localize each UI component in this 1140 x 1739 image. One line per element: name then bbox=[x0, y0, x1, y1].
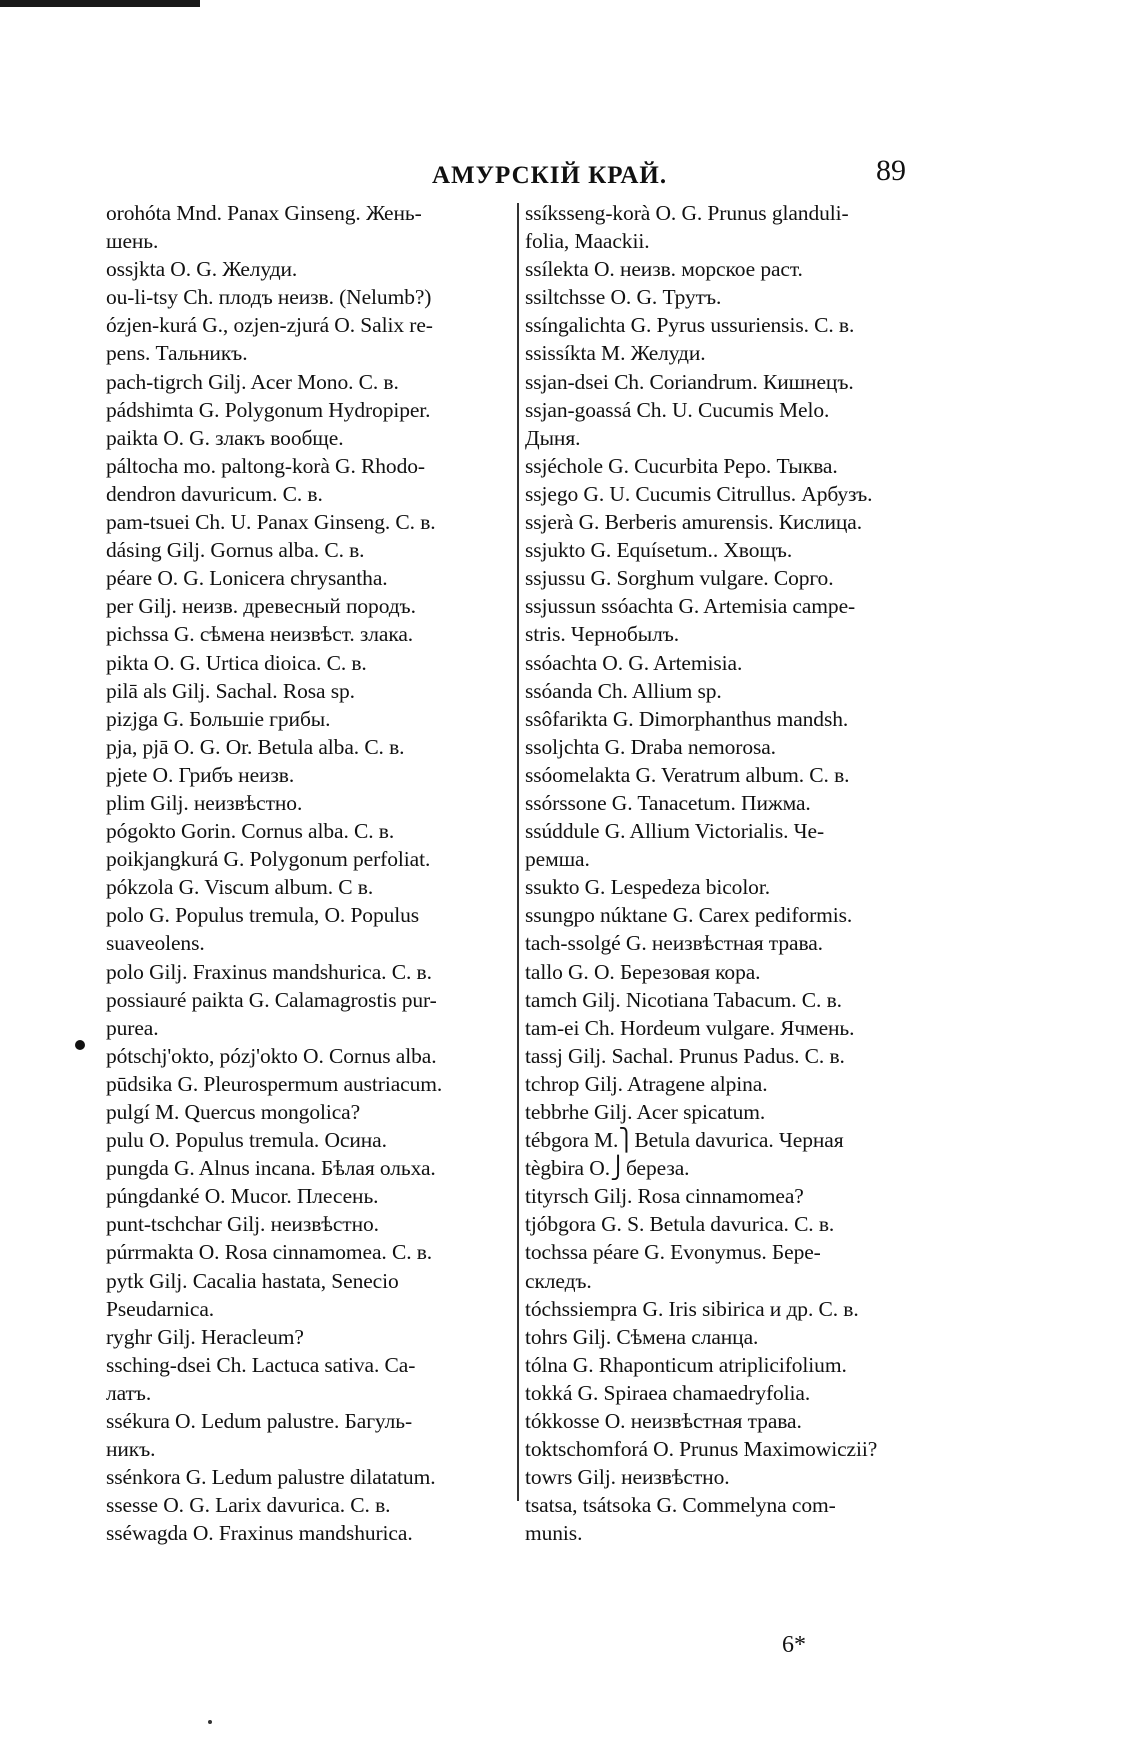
glossary-line: tam-ei Ch. Hordeum vulgare. Ячмень. bbox=[525, 1015, 855, 1040]
glossary-line: шень. bbox=[106, 229, 159, 254]
glossary-line: tchrop Gilj. Atragene alpina. bbox=[525, 1071, 768, 1096]
glossary-line: ou-li-tsy Ch. плодъ неизв. (Nelumb?) bbox=[106, 285, 432, 310]
glossary-line: pytk Gilj. Cacalia hastata, Senecio bbox=[106, 1268, 399, 1293]
glossary-line: péare O. G. Lonicera chrysantha. bbox=[106, 566, 388, 591]
glossary-line: ssjerà G. Berberis amurensis. Кислица. bbox=[525, 510, 862, 535]
glossary-line: Дыня. bbox=[525, 425, 581, 450]
glossary-line: ssóomelakta G. Veratrum album. C. в. bbox=[525, 762, 850, 787]
glossary-line: dendron davuricum. C. в. bbox=[106, 481, 323, 506]
print-speck bbox=[208, 1720, 212, 1724]
right-column bbox=[525, 199, 951, 1548]
glossary-line: per Gilj. неизв. древесный породъ. bbox=[106, 594, 416, 619]
glossary-line: pja, pjā O. G. Or. Betula alba. C. в. bbox=[106, 734, 405, 759]
glossary-line: ssúddule G. Allium Victorialis. Че- bbox=[525, 819, 825, 844]
glossary-line: tsatsa, tsátsoka G. Commelyna com- bbox=[525, 1493, 836, 1518]
glossary-line: tamch Gilj. Nicotiana Tabacum. C. в. bbox=[525, 987, 842, 1012]
glossary-line: folia, Maackii. bbox=[525, 229, 650, 254]
glossary-line: stris. Чернобылъ. bbox=[525, 622, 680, 647]
margin-dot bbox=[75, 1040, 85, 1050]
glossary-line: dásing Gilj. Gornus alba. C. в. bbox=[106, 538, 365, 563]
glossary-line: ssjussu G. Sorghum vulgare. Сорго. bbox=[525, 566, 834, 591]
glossary-line: tègbira O.⎭береза. bbox=[525, 1156, 690, 1181]
glossary-line: ssching-dsei Ch. Lactuca sativa. Са- bbox=[106, 1352, 416, 1377]
glossary-line: никъ. bbox=[106, 1437, 156, 1462]
glossary-line: ssílekta O. неизв. морское раст. bbox=[525, 257, 803, 282]
scan-edge-mark bbox=[0, 0, 200, 7]
glossary-line: ssénkora G. Ledum palustre dilatatum. bbox=[106, 1465, 436, 1490]
glossary-line: ремша. bbox=[525, 847, 590, 872]
glossary-line: tjóbgora G. S. Betula davurica. C. в. bbox=[525, 1212, 835, 1237]
page-header bbox=[0, 154, 1140, 200]
glossary-line: páltocha mo. paltong-korà G. Rhodo- bbox=[106, 453, 425, 478]
glossary-line: tassj Gilj. Sachal. Prunus Padus. C. в. bbox=[525, 1043, 845, 1068]
glossary-line: punt-tschchar Gilj. неизвѣстно. bbox=[106, 1212, 379, 1237]
glossary-line: ózjen-kurá G., ozjen-zjurá O. Salix re- bbox=[106, 313, 433, 338]
glossary-line: скледъ. bbox=[525, 1268, 592, 1293]
column-divider bbox=[517, 203, 519, 1501]
glossary-line: purea. bbox=[106, 1015, 159, 1040]
glossary-line: pilā als Gilj. Sachal. Rosa sp. bbox=[106, 678, 355, 703]
glossary-line: munis. bbox=[525, 1521, 583, 1546]
glossary-line: pótschj'okto, pózj'okto O. Cornus alba. bbox=[106, 1043, 437, 1068]
glossary-line: ssóachta O. G. Artemisia. bbox=[525, 650, 743, 675]
glossary-line: tityrsch Gilj. Rosa cinnamomea? bbox=[525, 1184, 804, 1209]
running-title: АМУРСКІЙ КРАЙ. bbox=[432, 162, 668, 189]
glossary-line: towrs Gilj. неизвѣстно. bbox=[525, 1465, 730, 1490]
glossary-line: ssjukto G. Equísetum.. Хвощъ. bbox=[525, 538, 793, 563]
glossary-line: tókkosse O. неизвѣстная трава. bbox=[525, 1409, 802, 1434]
glossary-line: tébgora M.⎫Betula davurica. Черная bbox=[525, 1128, 844, 1153]
glossary-line: pógokto Gorin. Cornus alba. C. в. bbox=[106, 819, 395, 844]
signature-mark: 6* bbox=[782, 1632, 806, 1658]
glossary-line: ssesse O. G. Larix davurica. C. в. bbox=[106, 1493, 391, 1518]
glossary-line: pens. Тальникъ. bbox=[106, 341, 248, 366]
glossary-line: ssjego G. U. Cucumis Citrullus. Арбузъ. bbox=[525, 481, 873, 506]
glossary-line: ssjussun ssóachta G. Artemisia campe- bbox=[525, 594, 856, 619]
glossary-line: possiauré paikta G. Calamagrostis pur- bbox=[106, 987, 437, 1012]
glossary-line: poikjangkurá G. Polygonum perfoliat. bbox=[106, 847, 431, 872]
glossary-line: ssjéchole G. Cucurbita Pepo. Тыква. bbox=[525, 453, 838, 478]
glossary-line: sséwagda O. Fraxinus mandshurica. bbox=[106, 1521, 413, 1546]
glossary-line: pulgí M. Quercus mongolica? bbox=[106, 1100, 361, 1124]
glossary-line: ssôfarikta G. Dimorphanthus mandsh. bbox=[525, 706, 849, 731]
glossary-line: ryghr Gilj. Heracleum? bbox=[106, 1324, 304, 1349]
glossary-line: ssíksseng-korà O. G. Prunus glanduli- bbox=[525, 201, 849, 225]
glossary-line: toktschomforá O. Prunus Maximowiczii? bbox=[525, 1437, 878, 1462]
glossary-line: ssoljchta G. Draba nemorosa. bbox=[525, 734, 776, 759]
glossary-line: tohrs Gilj. Сѣмена сланца. bbox=[525, 1324, 759, 1349]
glossary-line: ssiltchsse O. G. Трутъ. bbox=[525, 285, 722, 310]
glossary-line: ssukto G. Lespedeza bicolor. bbox=[525, 875, 770, 900]
page-number: 89 bbox=[876, 154, 906, 187]
glossary-line: tallo G. O. Березовая кора. bbox=[525, 959, 761, 984]
glossary-line: pūdsika G. Pleurospermum austriacum. bbox=[106, 1071, 443, 1096]
glossary-line: ssóanda Ch. Allium sp. bbox=[525, 678, 722, 703]
glossary-line: tebbrhe Gilj. Acer spicatum. bbox=[525, 1100, 766, 1124]
glossary-line: pichssa G. сѣмена неизвѣст. злака. bbox=[106, 622, 414, 647]
glossary-line: orohóta Mnd. Panax Ginseng. Жень- bbox=[106, 201, 422, 225]
glossary-line: paikta O. G. злакъ вообще. bbox=[106, 425, 344, 450]
glossary-line: ssórssone G. Tanacetum. Пижма. bbox=[525, 790, 811, 815]
glossary-line: polo G. Populus tremula, O. Populus bbox=[106, 903, 420, 928]
glossary-line: suaveolens. bbox=[106, 931, 205, 956]
glossary-line: Pseudarnica. bbox=[106, 1296, 215, 1321]
glossary-line: pach-tigrch Gilj. Acer Mono. C. в. bbox=[106, 369, 399, 394]
glossary-line: pam-tsuei Ch. U. Panax Ginseng. C. в. bbox=[106, 510, 436, 535]
glossary-line: polo Gilj. Fraxinus mandshurica. C. в. bbox=[106, 959, 432, 984]
glossary-line: ssékura O. Ledum palustre. Багуль- bbox=[106, 1409, 413, 1434]
glossary-line: plim Gilj. неизвѣстно. bbox=[106, 790, 303, 815]
glossary-line: ssíngalichta G. Pyrus ussuriensis. C. в. bbox=[525, 313, 855, 338]
glossary-line: pizjga G. Большіе грибы. bbox=[106, 706, 331, 731]
glossary-line: pjete O. Грибъ неизв. bbox=[106, 762, 295, 787]
left-column bbox=[106, 199, 516, 1548]
glossary-line: tach-ssolgé G. неизвѣстная трава. bbox=[525, 931, 823, 956]
glossary-line: ssjan-goassá Ch. U. Cucumis Melo. bbox=[525, 397, 830, 422]
glossary-line: tólna G. Rhaponticum atriplicifolium. bbox=[525, 1352, 847, 1377]
glossary-line: pókzola G. Viscum album. C в. bbox=[106, 875, 374, 900]
glossary-line: tóchssiempra G. Iris sibirica и др. C. в. bbox=[525, 1296, 859, 1321]
glossary-line: ssissíkta M. Желуди. bbox=[525, 341, 706, 366]
glossary-line: pikta O. G. Urtica dioica. C. в. bbox=[106, 650, 367, 675]
glossary-line: ossjkta O. G. Желуди. bbox=[106, 257, 298, 282]
glossary-line: латъ. bbox=[106, 1380, 152, 1405]
glossary-line: pungda G. Alnus incana. Бѣлая ольха. bbox=[106, 1156, 436, 1181]
glossary-line: púrrmakta O. Rosa cinnamomea. C. в. bbox=[106, 1240, 433, 1265]
glossary-line: pulu O. Populus tremula. Осина. bbox=[106, 1128, 387, 1153]
glossary-line: tokká G. Spiraea chamaedryfolia. bbox=[525, 1380, 811, 1405]
glossary-line: pádshimta G. Polygonum Hydropiper. bbox=[106, 397, 431, 422]
glossary-line: ssungpo núktane G. Carex pediformis. bbox=[525, 903, 853, 928]
glossary-line: ssjan-dsei Ch. Coriandrum. Кишнецъ. bbox=[525, 369, 854, 394]
glossary-line: púngdanké O. Mucor. Плесень. bbox=[106, 1184, 379, 1209]
glossary-line: tochssa péare G. Evonymus. Бере- bbox=[525, 1240, 821, 1265]
